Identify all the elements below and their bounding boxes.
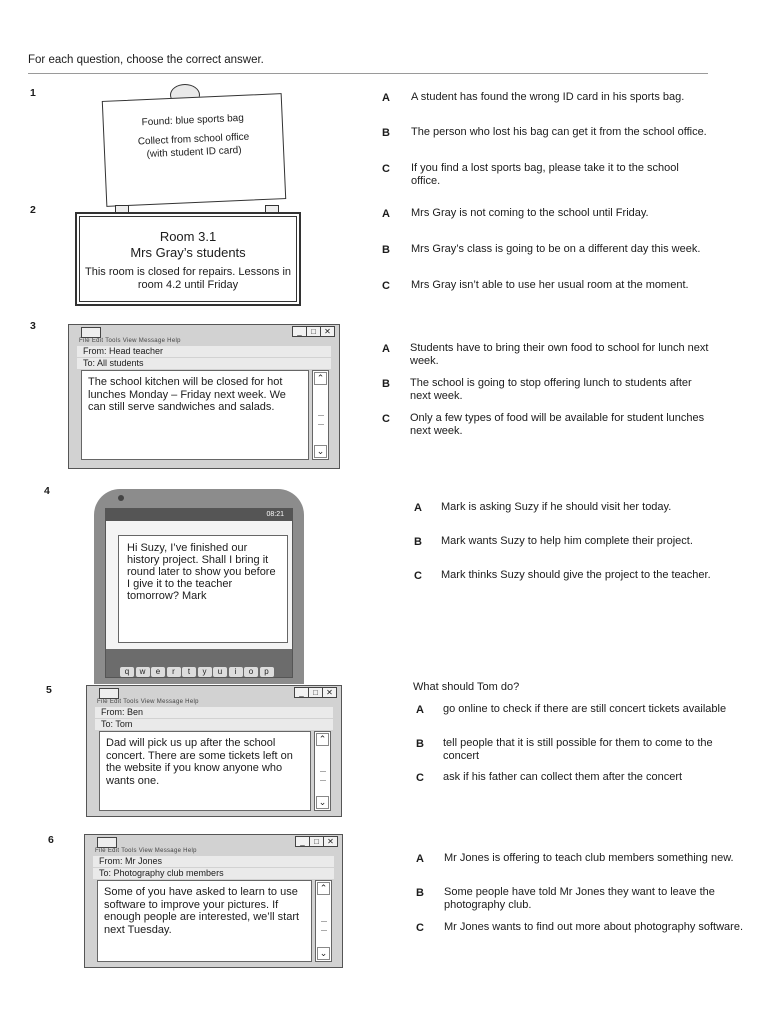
keyboard-key[interactable]: p xyxy=(260,667,274,677)
option-text[interactable]: Some people have told Mr Jones they want to leave the photography club. xyxy=(444,886,715,911)
envelope-icon xyxy=(81,327,101,338)
email-window xyxy=(84,834,343,968)
close-icon[interactable]: ✕ xyxy=(320,326,335,337)
email-to: To: Photography club members xyxy=(93,868,334,879)
close-icon[interactable]: ✕ xyxy=(322,687,337,698)
scroll-down-icon[interactable]: ⌄ xyxy=(314,445,327,458)
option-letter[interactable]: A xyxy=(416,704,424,716)
camera-icon xyxy=(118,495,124,501)
envelope-icon xyxy=(99,688,119,699)
close-icon[interactable]: ✕ xyxy=(323,836,338,847)
question-number: 4 xyxy=(44,485,50,497)
notice-subtitle: Mrs Gray’s students xyxy=(130,245,246,260)
option-text[interactable]: A student has found the wrong ID card in his sports bag. xyxy=(411,91,685,103)
option-letter[interactable]: B xyxy=(416,887,424,899)
question-number: 6 xyxy=(48,834,54,846)
title-bar xyxy=(85,835,342,847)
question-number: 5 xyxy=(46,684,52,696)
option-letter[interactable]: C xyxy=(382,413,390,425)
option-text[interactable]: Mr Jones is offering to teach club members something new. xyxy=(444,852,734,864)
question-number: 3 xyxy=(30,320,36,332)
option-text[interactable]: If you find a lost sports bag, please take it to the school office. xyxy=(411,162,679,187)
notice-line: (with student ID card) xyxy=(146,144,242,161)
option-letter[interactable]: A xyxy=(414,502,422,514)
email-body: The school kitchen will be closed for hot lunches Monday – Friday next week. We can still serve sandwiches and salads. xyxy=(81,370,309,460)
scroll-up-icon[interactable]: ⌃ xyxy=(314,372,327,385)
keyboard-key[interactable]: e xyxy=(151,667,165,677)
option-text[interactable]: tell people that it is still possible for them to come to the concert xyxy=(443,737,713,762)
maximize-icon[interactable]: □ xyxy=(306,326,321,337)
option-text[interactable]: Mark wants Suzy to help him complete their project. xyxy=(441,535,693,547)
notice-lost-bag xyxy=(102,93,286,207)
minimize-icon[interactable]: _ xyxy=(295,836,310,847)
email-to: To: All students xyxy=(77,358,331,369)
keyboard-key[interactable]: w xyxy=(136,667,150,677)
email-body: Dad will pick us up after the school concert. There are some tickets left on the website if you know anyone who wants one. xyxy=(99,731,311,811)
email-window xyxy=(68,324,340,469)
notice-line: Found: blue sports bag xyxy=(141,112,245,129)
phone-screen xyxy=(105,508,293,678)
option-letter[interactable]: C xyxy=(416,772,424,784)
email-from: From: Head teacher xyxy=(77,346,331,357)
email-from: From: Ben xyxy=(95,707,333,718)
scrollbar[interactable] xyxy=(315,880,332,962)
option-letter[interactable]: A xyxy=(382,92,390,104)
keyboard-row[interactable] xyxy=(120,661,275,679)
menu-bar[interactable]: File Edit Tools View Message Help xyxy=(97,699,199,705)
option-letter[interactable]: A xyxy=(382,208,390,220)
maximize-icon[interactable]: □ xyxy=(308,687,323,698)
option-letter[interactable]: B xyxy=(382,244,390,256)
email-to: To: Tom xyxy=(95,719,333,730)
scroll-down-icon[interactable]: ⌄ xyxy=(317,947,330,960)
status-bar xyxy=(106,509,292,521)
keyboard-key[interactable]: u xyxy=(213,667,227,677)
option-letter[interactable]: A xyxy=(382,343,390,355)
option-letter[interactable]: B xyxy=(382,378,390,390)
email-from: From: Mr Jones xyxy=(93,856,334,867)
envelope-icon xyxy=(97,837,117,848)
option-text[interactable]: Mrs Gray is not coming to the school until Friday. xyxy=(411,207,649,219)
menu-bar[interactable]: File Edit Tools View Message Help xyxy=(79,338,181,344)
divider xyxy=(28,73,708,74)
keyboard-key[interactable]: t xyxy=(182,667,196,677)
maximize-icon[interactable]: □ xyxy=(309,836,324,847)
option-letter[interactable]: B xyxy=(416,738,424,750)
notice-body: This room is closed for repairs. Lessons in room 4.2 until Friday xyxy=(84,266,292,291)
keyboard-key[interactable]: q xyxy=(120,667,134,677)
email-body: Some of you have asked to learn to use software to improve your pictures. If enough people are interested, we’ll start next Tuesday. xyxy=(97,880,312,962)
option-letter[interactable]: C xyxy=(416,922,424,934)
option-letter[interactable]: C xyxy=(382,280,390,292)
option-text[interactable]: Only a few types of food will be available for student lunches next week. xyxy=(410,412,705,437)
option-text[interactable]: Mrs Gray isn’t able to use her usual room at the moment. xyxy=(411,279,689,291)
scrollbar[interactable] xyxy=(314,731,331,811)
text-message: Hi Suzy, I’ve finished our history project. Shall I bring it round later to show you before I give it to the teacher tomorrow? Mark xyxy=(118,535,288,643)
keyboard-key[interactable]: y xyxy=(198,667,212,677)
email-window xyxy=(86,685,342,817)
keyboard-key[interactable]: r xyxy=(167,667,181,677)
notice-title: Room 3.1 xyxy=(159,229,217,244)
scroll-down-icon[interactable]: ⌄ xyxy=(316,796,329,809)
option-letter[interactable]: C xyxy=(414,570,422,582)
option-text[interactable]: Mark thinks Suzy should give the project to the teacher. xyxy=(441,569,711,581)
option-text[interactable]: The school is going to stop offering lunch to students after next week. xyxy=(410,377,692,402)
question-number: 1 xyxy=(30,87,36,99)
option-text[interactable]: go online to check if there are still concert tickets available xyxy=(443,703,727,715)
clock: 08:21 xyxy=(266,511,284,518)
question-stem: What should Tom do? xyxy=(413,681,520,693)
option-text[interactable]: The person who lost his bag can get it from the school office. xyxy=(411,126,707,138)
question-number: 2 xyxy=(30,204,36,216)
option-letter[interactable]: B xyxy=(382,127,390,139)
minimize-icon[interactable]: _ xyxy=(292,326,307,337)
option-text[interactable]: Mrs Gray’s class is going to be on a different day this week. xyxy=(411,243,701,255)
option-letter[interactable]: C xyxy=(382,163,390,175)
option-text[interactable]: ask if his father can collect them after the concert xyxy=(443,771,683,783)
option-letter[interactable]: B xyxy=(414,536,422,548)
option-text[interactable]: Students have to bring their own food to school for lunch next week. xyxy=(410,342,709,367)
title-bar xyxy=(87,686,341,698)
scroll-up-icon[interactable]: ⌃ xyxy=(316,733,329,746)
option-letter[interactable]: A xyxy=(416,853,424,865)
notice-line: Collect from school office xyxy=(137,131,250,148)
title-bar xyxy=(69,325,339,337)
keyboard[interactable] xyxy=(106,649,292,677)
instruction: For each question, choose the correct answer. xyxy=(28,54,264,66)
notice-room xyxy=(75,212,301,306)
keyboard-key[interactable]: i xyxy=(229,667,243,677)
scrollbar[interactable] xyxy=(312,370,329,460)
option-text[interactable]: Mr Jones wants to find out more about photography software. xyxy=(444,921,743,933)
minimize-icon[interactable]: _ xyxy=(294,687,309,698)
keyboard-key[interactable]: o xyxy=(244,667,258,677)
scroll-up-icon[interactable]: ⌃ xyxy=(317,882,330,895)
menu-bar[interactable]: File Edit Tools View Message Help xyxy=(95,848,197,854)
option-text[interactable]: Mark is asking Suzy if he should visit her today. xyxy=(441,501,672,513)
